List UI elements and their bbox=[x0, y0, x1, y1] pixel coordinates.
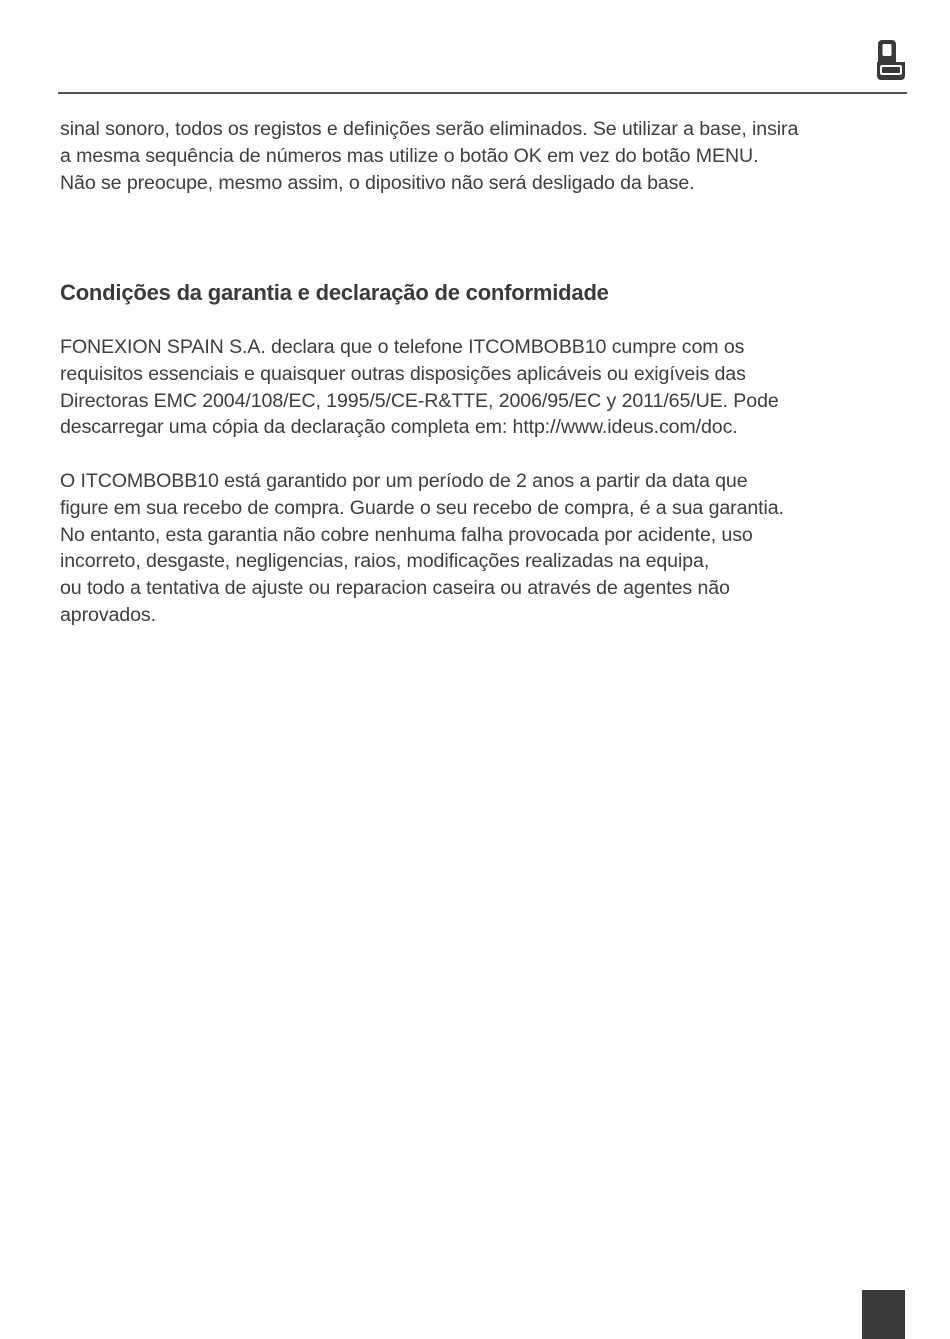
text-line: Não se preocupe, mesmo assim, o dipositivo não será desligado da base. bbox=[60, 171, 695, 194]
warranty-heading: Condições da garantia e declaração de conformidade bbox=[60, 280, 609, 305]
text-line: aprovados. bbox=[60, 603, 156, 626]
page-header bbox=[58, 0, 907, 96]
text-line: No entanto, esta garantia não cobre nenhuma falha provocada por acidente, uso bbox=[60, 523, 753, 546]
page-corner-tab bbox=[862, 1290, 905, 1339]
text-line: FONEXION SPAIN S.A. declara que o telefone ITCOMBOBB10 cumpre com os bbox=[60, 336, 745, 358]
text-line: a mesma sequência de números mas utilize o botão OK em vez do botão MENU. bbox=[60, 144, 759, 167]
header-rule bbox=[58, 92, 907, 94]
text-line: O ITCOMBOBB10 está garantido por um período de 2 anos a partir da data que bbox=[60, 470, 748, 492]
intro-paragraph bbox=[60, 116, 798, 196]
text-line: descarregar uma cópia da declaração completa em: http://www.ideus.com/doc. bbox=[60, 416, 738, 439]
phone-icon bbox=[876, 38, 906, 82]
text-line: incorreto, desgaste, negligencias, raios, modificações realizadas na equipa, bbox=[60, 550, 710, 573]
conformity-paragraph bbox=[60, 334, 779, 441]
text-line: sinal sonoro, todos os registos e definições serão eliminados. Se utilizar a base, insira bbox=[60, 118, 799, 140]
text-line: requisitos essenciais e quaisquer outras disposições aplicáveis ou exigíveis das bbox=[60, 362, 746, 385]
text-line: ou todo a tentativa de ajuste ou reparacion caseira ou através de agentes não bbox=[60, 577, 730, 600]
text-line: figure em sua recebo de compra. Guarde o seu recebo de compra, é a sua garantia. bbox=[60, 496, 784, 519]
warranty-paragraph bbox=[60, 468, 784, 629]
text-line: Directoras EMC 2004/108/EC, 1995/5/CE-R&TTE, 2006/95/EC y 2011/65/UE. Pode bbox=[60, 389, 779, 412]
